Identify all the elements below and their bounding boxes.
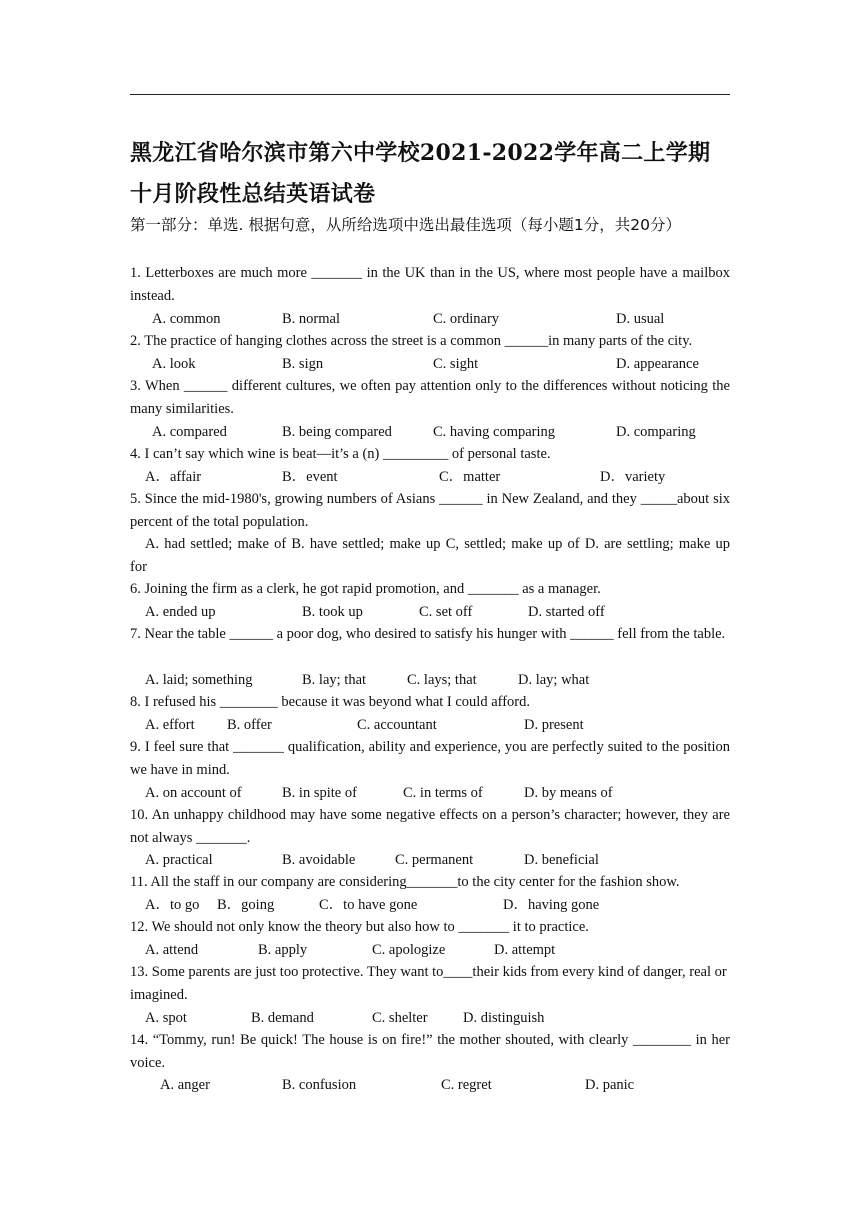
question-14: 14. “Tommy, run! Be quick! The house is on fire!” the mother shouted, with clearly ________ in her voice.	[130, 1032, 730, 1071]
question-7: 7. Near the table ______ a poor dog, who desired to satisfy his hunger with ______ fell from the table.	[130, 626, 726, 642]
question-4: 4. I can’t say which wine is beat—it’s a (n) _________ of personal taste.	[130, 446, 551, 462]
option-6d[interactable]: D. started off	[528, 604, 605, 620]
options-5[interactable]: A. had settled; make of B. have settled; make up C, settled; make up of D. are settling; make up for	[130, 536, 730, 575]
option-12d[interactable]: D. attempt	[494, 942, 556, 958]
option-14c[interactable]: C. regret	[441, 1077, 492, 1093]
options-13	[0, 1007, 860, 1029]
option-12b[interactable]: B. apply	[258, 942, 308, 958]
options-9	[0, 782, 860, 804]
option-3d[interactable]: D. comparing	[616, 424, 696, 440]
header-rule	[130, 94, 730, 95]
question-10: 10. An unhappy childhood may have some negative effects on a person’s character; however, they are not always _______.	[130, 807, 730, 846]
options-12	[0, 939, 860, 961]
question-5: 5. Since the mid-1980's, growing numbers of Asians ______ in New Zealand, and they _____about six percent of the total population.	[130, 491, 730, 530]
question-9: 9. I feel sure that _______ qualification, ability and experience, you are perfectly suited to the position we have in mind.	[130, 739, 730, 778]
question-11: 11. All the staff in our company are considering_______to the city center for the fashion show.	[130, 874, 680, 890]
question-3: 3. When ______ different cultures, we often pay attention only to the differences without noticing the many similarities.	[130, 378, 730, 417]
option-11c[interactable]: C．to have gone	[319, 897, 418, 913]
option-2c[interactable]: C. sight	[433, 356, 479, 372]
option-10b[interactable]: B. avoidable	[282, 852, 356, 868]
option-4a[interactable]: A．affair	[145, 469, 202, 485]
option-3b[interactable]: B. being compared	[282, 424, 392, 440]
option-4b[interactable]: B．event	[282, 469, 338, 485]
options-2	[0, 353, 860, 375]
option-6a[interactable]: A. ended up	[145, 604, 216, 620]
option-7d[interactable]: D. lay; what	[518, 672, 590, 688]
option-10c[interactable]: C. permanent	[395, 852, 474, 868]
option-9a[interactable]: A. on account of	[145, 785, 242, 801]
option-4d[interactable]: D．variety	[600, 469, 666, 485]
option-6c[interactable]: C. set off	[419, 604, 473, 620]
option-2d[interactable]: D. appearance	[616, 356, 699, 372]
options-14	[0, 1074, 860, 1096]
option-10d[interactable]: D. beneficial	[524, 852, 599, 868]
option-8b[interactable]: B. offer	[227, 717, 272, 733]
option-10a[interactable]: A. practical	[145, 852, 213, 868]
options-8	[0, 714, 860, 736]
option-7c[interactable]: C. lays; that	[407, 672, 477, 688]
option-13c[interactable]: C. shelter	[372, 1010, 428, 1026]
option-8a[interactable]: A. effort	[145, 717, 195, 733]
question-6: 6. Joining the firm as a clerk, he got rapid promotion, and _______ as a manager.	[130, 581, 601, 597]
question-1: 1. Letterboxes are much more _______ in the UK than in the US, where most people have a mailbox instead.	[130, 265, 730, 304]
options-3	[0, 421, 860, 443]
question-2: 2. The practice of hanging clothes across the street is a common ______in many parts of the city.	[130, 333, 693, 349]
option-3c[interactable]: C. having comparing	[433, 424, 556, 440]
option-14a[interactable]: A. anger	[160, 1077, 210, 1093]
option-14d[interactable]: D. panic	[585, 1077, 635, 1093]
option-2a[interactable]: A. look	[152, 356, 196, 372]
page-title: 黑龙江省哈尔滨市第六中学校2021-2022学年高二上学期十月阶段性总结英语试卷	[130, 140, 711, 207]
option-7a[interactable]: A. laid; something	[145, 672, 253, 688]
option-13b[interactable]: B. demand	[251, 1010, 314, 1026]
option-13d[interactable]: D. distinguish	[463, 1010, 545, 1026]
option-4c[interactable]: C．matter	[439, 469, 501, 485]
options-11	[0, 894, 860, 916]
option-1b[interactable]: B. normal	[282, 311, 340, 327]
option-12c[interactable]: C. apologize	[372, 942, 446, 958]
option-11b[interactable]: B．going	[217, 897, 275, 913]
option-1a[interactable]: A. common	[152, 311, 221, 327]
option-3a[interactable]: A. compared	[152, 424, 227, 440]
option-6b[interactable]: B. took up	[302, 604, 363, 620]
option-9b[interactable]: B. in spite of	[282, 785, 357, 801]
options-7	[0, 669, 860, 691]
question-8: 8. I refused his ________ because it was beyond what I could afford.	[130, 694, 530, 710]
options-4	[0, 466, 860, 488]
option-11a[interactable]: A．to go	[145, 897, 200, 913]
option-9c[interactable]: C. in terms of	[403, 785, 483, 801]
section-heading: 第一部分：单选. 根据句意，从所给选项中选出最佳选项（每小题1分，共20分）	[130, 216, 681, 234]
option-7b[interactable]: B. lay; that	[302, 672, 367, 688]
option-14b[interactable]: B. confusion	[282, 1077, 357, 1093]
option-12a[interactable]: A. attend	[145, 942, 199, 958]
options-1	[0, 308, 860, 330]
question-13: 13. Some parents are just too protective. They want to____their kids from every kind of danger, real or imagined.	[130, 964, 727, 1003]
option-1c[interactable]: C. ordinary	[433, 311, 500, 327]
option-2b[interactable]: B. sign	[282, 356, 324, 372]
options-6	[0, 601, 860, 623]
option-9d[interactable]: D. by means of	[524, 785, 613, 801]
option-11d[interactable]: D．having gone	[503, 897, 600, 913]
question-12: 12. We should not only know the theory but also how to _______ it to practice.	[130, 919, 589, 935]
option-1d[interactable]: D. usual	[616, 311, 665, 327]
option-8d[interactable]: D. present	[524, 717, 584, 733]
options-10	[0, 849, 860, 871]
option-13a[interactable]: A. spot	[145, 1010, 187, 1026]
option-8c[interactable]: C. accountant	[357, 717, 437, 733]
